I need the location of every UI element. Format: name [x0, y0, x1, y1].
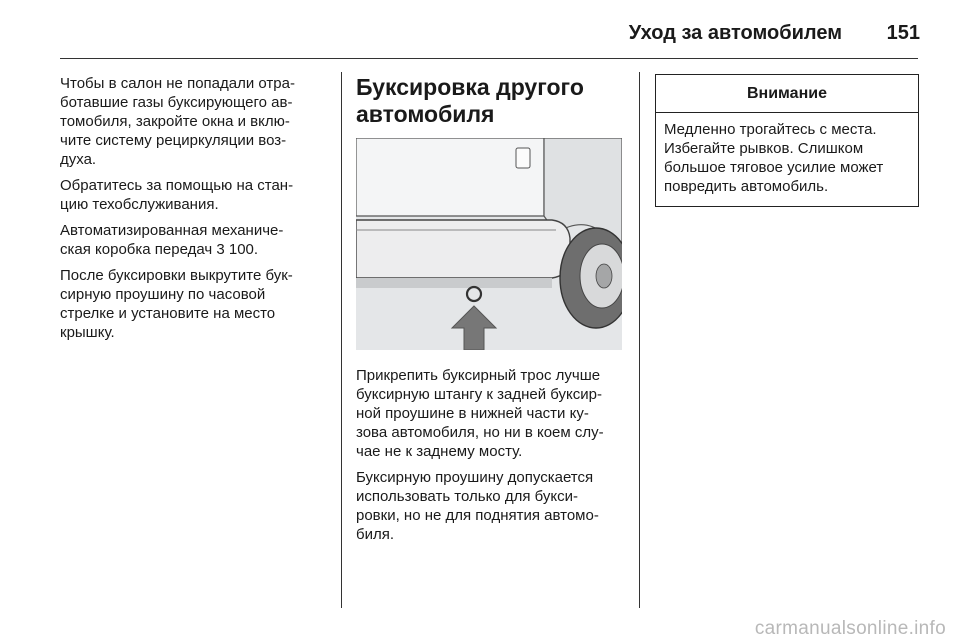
- paragraph: Обратитесь за помощью на стан- цию техобслуживания.: [60, 177, 294, 213]
- rear-bumper: [356, 220, 570, 278]
- section-heading: Буксировка другого автомобиля: [356, 74, 584, 127]
- column-right: [655, 74, 919, 207]
- wheel-hub: [596, 264, 612, 288]
- warning-title: Внимание: [656, 75, 918, 113]
- paragraph: Автоматизированная механиче- ская коробка передач 3 100.: [60, 222, 284, 258]
- column-middle: [356, 74, 624, 551]
- warning-box: [655, 74, 919, 207]
- door-hinge: [516, 148, 530, 168]
- underbody: [356, 278, 552, 288]
- watermark: carmanualsonline.info: [754, 618, 946, 639]
- page-header-title: Уход за автомобилем: [628, 22, 842, 44]
- paragraph: Буксирную проушину допускается использовать только для букси- ровки, но не для поднятия автомо- биля.: [356, 469, 599, 543]
- paragraph: Чтобы в салон не попадали отра- ботавшие газы буксирующего ав- томобиля, закройте окна и вклю- чите систему рециркуляции воз- духа.: [60, 75, 295, 168]
- column-divider-2: [639, 72, 640, 608]
- paragraph: Прикрепить буксирный трос лучше буксирную штангу к задней буксир- ной проушине в нижней части ку- зова автомобиля, но ни в коем слу- чае не к заднему мосту.: [356, 367, 604, 460]
- column-divider-1: [341, 72, 342, 608]
- towing-eye-illustration: [356, 138, 622, 350]
- paragraph: После буксировки выкрутите бук- сирную проушину по часовой стрелке и установите на место крышку.: [60, 267, 293, 341]
- header-divider: [60, 58, 918, 59]
- column-left: [60, 74, 330, 349]
- page-number: 151: [886, 22, 920, 44]
- warning-text: Медленно трогайтесь с места. Избегайте рывков. Слишком большое тяговое усилие может повредить автомобиль.: [664, 121, 884, 195]
